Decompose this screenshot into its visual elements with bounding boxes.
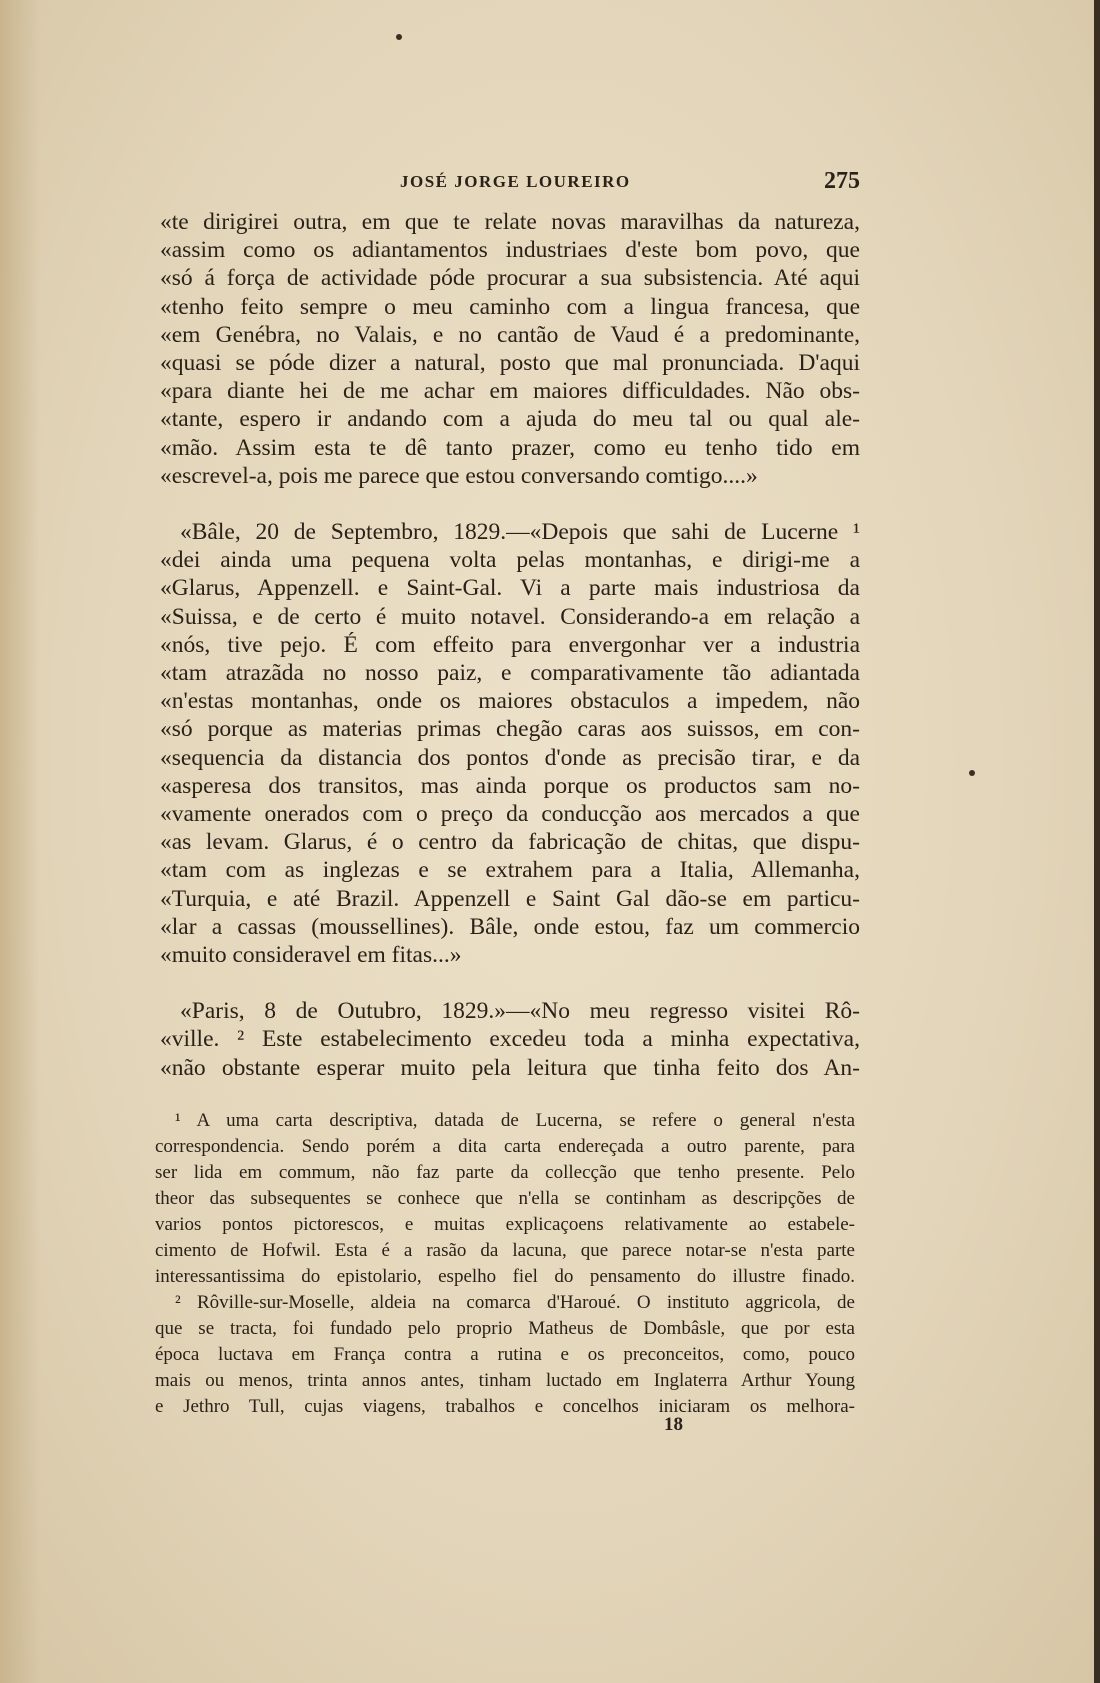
page-number: 275 bbox=[824, 168, 860, 194]
text-line: «sequencia da distancia dos pontos d'onde as precisão tirar, e da bbox=[160, 744, 860, 771]
text-line: «em Genébra, no Valais, e no cantão de Vaud é a predominante, bbox=[160, 321, 860, 348]
text-line: «quasi se póde dizer a natural, posto que mal pronunciada. D'aqui bbox=[160, 350, 860, 377]
footnote-line: ² Rôville-sur-Moselle, aldeia na comarca d'Haroué. O instituto aggricola, de bbox=[175, 1292, 855, 1313]
footnote-line: cimento de Hofwil. Esta é a rasão da lacuna, que parece notar-se n'esta parte bbox=[155, 1240, 855, 1261]
printer-signature-mark: 18 bbox=[664, 1414, 683, 1435]
text-line: «as levam. Glarus, é o centro da fabricação de chitas, que dispu- bbox=[160, 829, 860, 856]
footnotes bbox=[155, 1108, 855, 1420]
text-line: «asperesa dos transitos, mas ainda porque os productos sam no- bbox=[160, 772, 860, 799]
text-line: «muito consideravel em fitas...» bbox=[160, 942, 462, 969]
text-line: «Paris, 8 de Outubro, 1829.»—«No meu regresso visitei Rô- bbox=[180, 998, 860, 1025]
footnote-line: theor das subsequentes se conhece que n'ella se continham as descripções de bbox=[155, 1188, 855, 1209]
text-line: «Turquia, e até Brazil. Appenzell e Saint Gal dão-se em particu- bbox=[160, 885, 860, 912]
footnote-line: época luctava em França contra a rutina e os preconceitos, como, pouco bbox=[155, 1344, 855, 1365]
text-line: «tenho feito sempre o meu caminho com a lingua francesa, que bbox=[160, 293, 860, 320]
running-header bbox=[160, 168, 860, 198]
paragraph-letter-continuation bbox=[160, 208, 860, 490]
text-line: «só porque as materias primas chegão caras aos suissos, em con- bbox=[160, 716, 860, 743]
text-line: «nós, tive pejo. É com effeito para envergonhar ver a industria bbox=[160, 631, 860, 658]
page-gutter-shadow bbox=[0, 0, 40, 1683]
text-line: «vamente onerados com o preço da conducção aos mercados a que bbox=[160, 801, 860, 828]
text-line: «mão. Assim esta te dê tanto prazer, como eu tenho tido em bbox=[160, 434, 860, 461]
body-text bbox=[160, 208, 860, 1082]
paragraph-bale-letter bbox=[160, 518, 860, 969]
text-line: «para diante hei de me achar em maiores difficuldades. Não obs- bbox=[160, 378, 860, 405]
text-line: «n'estas montanhas, onde os maiores obstaculos a impedem, não bbox=[160, 688, 860, 715]
footnote-line: interessantissima do epistolario, espelho fiel do pensamento do illustre finado. bbox=[155, 1266, 855, 1287]
text-line: «assim como os adiantamentos industriaes d'este bom povo, que bbox=[160, 237, 860, 264]
text-line: «lar a cassas (moussellines). Bâle, onde estou, faz um commercio bbox=[160, 913, 860, 940]
page-edge bbox=[1094, 0, 1100, 1683]
running-head-title: JOSÉ JORGE LOUREIRO bbox=[400, 172, 631, 191]
text-line: «Bâle, 20 de Septembro, 1829.—«Depois que sahi de Lucerne ¹ bbox=[180, 519, 860, 546]
ink-speck bbox=[396, 34, 402, 40]
text-line: «escrevel-a, pois me parece que estou conversando comtigo....» bbox=[160, 462, 758, 489]
text-line: «só á força de actividade póde procurar a sua subsistencia. Até aqui bbox=[160, 265, 860, 292]
footnote-line: mais ou menos, trinta annos antes, tinham luctado em Inglaterra Arthur Young bbox=[155, 1370, 855, 1391]
footnote-line: ¹ A uma carta descriptiva, datada de Lucerna, se refere o general n'esta bbox=[175, 1110, 855, 1131]
footnote-line: ser lida em commum, não faz parte da collecção que tenho presente. Pelo bbox=[155, 1162, 855, 1183]
text-line: «tante, espero ir andando com a ajuda do meu tal ou qual ale- bbox=[160, 406, 860, 433]
text-line: «Glarus, Appenzell. e Saint-Gal. Vi a parte mais industriosa da bbox=[160, 575, 860, 602]
footnote-line: e Jethro Tull, cujas viagens, trabalhos e concelhos iniciaram os melhora- bbox=[155, 1396, 855, 1417]
text-line: «te dirigirei outra, em que te relate novas maravilhas da natureza, bbox=[160, 209, 860, 235]
text-line: «Suissa, e de certo é muito notavel. Considerando-a em relação a bbox=[160, 603, 860, 630]
footnote-line: correspondencia. Sendo porém a dita carta endereçada a outro parente, para bbox=[155, 1136, 855, 1157]
paragraph-paris-letter bbox=[160, 997, 860, 1082]
footnote-line: que se tracta, foi fundado pelo proprio Matheus de Dombâsle, que por esta bbox=[155, 1318, 855, 1339]
text-line: «não obstante esperar muito pela leitura que tinha feito dos An- bbox=[160, 1054, 860, 1081]
text-line: «dei ainda uma pequena volta pelas montanhas, e dirigi-me a bbox=[160, 547, 860, 574]
text-line: «tam atrazãda no nosso paiz, e comparativamente tão adiantada bbox=[160, 660, 860, 687]
footnote-2 bbox=[155, 1290, 855, 1420]
paragraph-gap bbox=[160, 969, 860, 997]
text-line: «tam com as inglezas e se extrahem para a Italia, Allemanha, bbox=[160, 857, 860, 884]
text-line: «ville. ² Este estabelecimento excedeu toda a minha expectativa, bbox=[160, 1026, 860, 1053]
paragraph-gap bbox=[160, 490, 860, 518]
footnote-1 bbox=[155, 1108, 855, 1290]
ink-speck bbox=[969, 770, 975, 776]
footnote-line: varios pontos pictorescos, e muitas explicaçoens relativamente ao estabele- bbox=[155, 1214, 855, 1235]
